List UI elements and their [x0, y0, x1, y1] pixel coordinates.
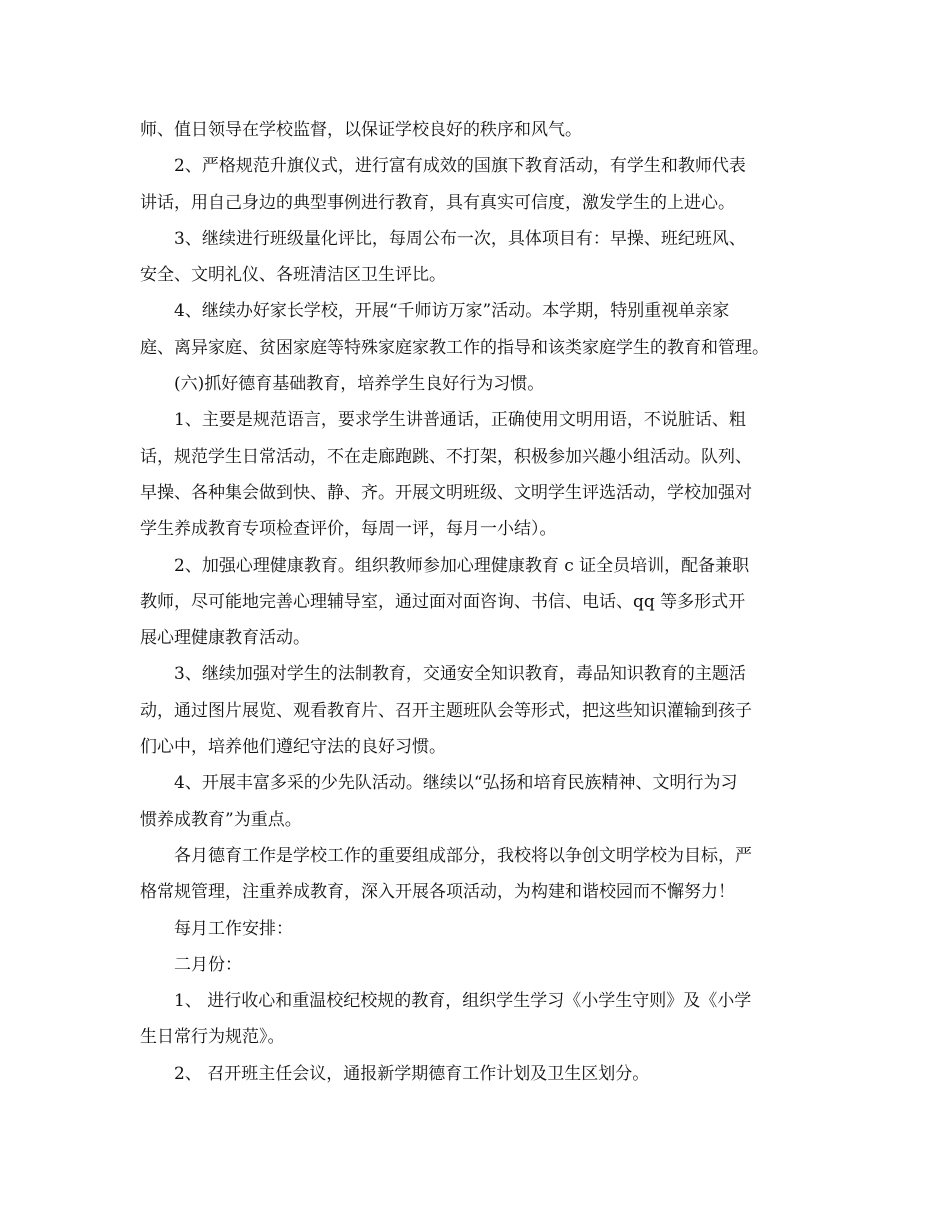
text-line: 2、加强心理健康教育。组织教师参加心理健康教育 c 证全员培训，配备兼职: [174, 555, 750, 576]
text-line: 讲话，用自己身边的典型事例进行教育，具有真实可信度，激发学生的上进心。: [140, 192, 735, 213]
text-line: 4、开展丰富多采的少先队活动。继续以“弘扬和培育民族精神、文明行为习: [174, 773, 738, 794]
text-line: 3、继续加强对学生的法制教育，交通安全知识教育，毒品知识教育的主题活: [174, 664, 746, 685]
text-line: 安全、文明礼仪、各班清洁区卫生评比。: [140, 265, 446, 286]
text-line: 1、 进行收心和重温校纪校规的教育，组织学生学习《小学生守则》及《小学: [174, 991, 752, 1012]
text-line: 师、值日领导在学校监督，以保证学校良好的秩序和风气。: [140, 120, 582, 140]
text-line: 2、严格规范升旗仪式，进行富有成效的国旗下教育活动，有学生和教师代表: [174, 156, 746, 177]
text-line: 1、主要是规范语言，要求学生讲普通话，正确使用文明用语，不说脏话、粗: [174, 410, 746, 431]
document-body: [140, 112, 830, 1092]
text-line: 各月德育工作是学校工作的重要组成部分，我校将以争创文明学校为目标，严: [174, 845, 752, 866]
text-line: 生日常行为规范》。: [140, 1027, 285, 1048]
text-line: 们心中，培养他们遵纪守法的良好习惯。: [140, 737, 446, 758]
text-line: 教师，尽可能地完善心理辅导室，通过面对面咨询、书信、电话、qq 等多形式开: [140, 591, 746, 612]
text-line: 话，规范学生日常活动，不在走廊跑跳、不打架，积极参加兴趣小组活动。队列、: [140, 446, 752, 467]
section-heading: (六)抓好德育基础教育，培养学生良好行为习惯。: [174, 374, 545, 395]
text-line: 庭、离异家庭、贫困家庭等特殊家庭家教工作的指导和该类家庭学生的教育和管理。: [140, 337, 769, 358]
text-line: 3、继续进行班级量化评比，每周公布一次，具体项目有：早操、班纪班风、: [174, 228, 746, 249]
text-line: 格常规管理，注重养成教育，深入开展各项活动，为构建和谐校园而不懈努力！: [140, 882, 735, 903]
schedule-heading: 每月工作安排：: [174, 918, 293, 939]
text-line: 展心理健康教育活动。: [140, 628, 310, 649]
text-line: 动，通过图片展览、观看教育片、召开主题班队会等形式，把这些知识灌输到孩子: [140, 700, 752, 721]
text-line: 2、 召开班主任会议，通报新学期德育工作计划及卫生区划分。: [174, 1063, 650, 1084]
text-line: 早操、各种集会做到快、静、齐。开展文明班级、文明学生评选活动，学校加强对: [140, 482, 752, 503]
text-line: 惯养成教育”为重点。: [140, 809, 302, 830]
month-heading: 二月份：: [174, 954, 242, 975]
text-line: 4、继续办好家长学校，开展“千师访万家”活动。本学期，特别重视单亲家: [174, 301, 730, 322]
text-line: 学生养成教育专项检查评价，每周一评，每月一小结）。: [140, 519, 557, 540]
